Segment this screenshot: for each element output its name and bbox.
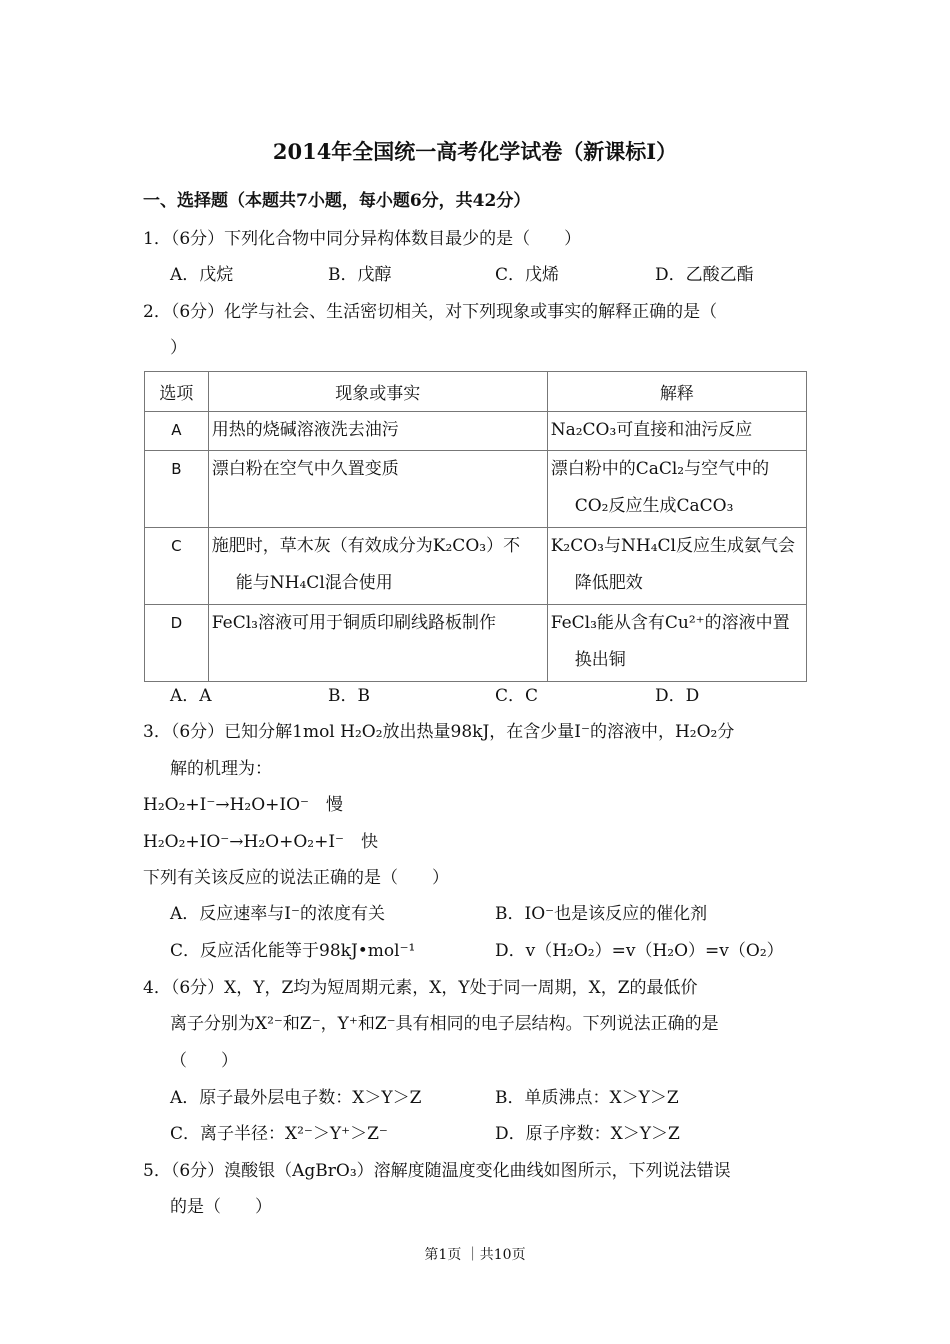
section-heading: 一、选择题（本题共7小题，每小题6分，共42分） bbox=[143, 191, 531, 211]
table-header: 选项 bbox=[145, 372, 209, 412]
row-option: B bbox=[171, 460, 182, 478]
row-fact: 用热的烧碱溶液洗去油污 bbox=[211, 420, 399, 440]
q1-option-c: C．戊烯 bbox=[495, 265, 560, 285]
row-option: D bbox=[170, 614, 183, 632]
row-fact: FeCl₃溶液可用于铜质印刷线路板制作 bbox=[211, 613, 496, 633]
q1-option-d: D．乙酸乙酯 bbox=[655, 265, 754, 285]
q4-option-d: D．原子序数：X＞Y＞Z bbox=[495, 1124, 680, 1144]
q2-option-d: D．D bbox=[655, 686, 700, 706]
q4-stem-line2: 离子分别为X²⁻和Z⁻，Y⁺和Z⁻具有相同的电子层结构。下列说法正确的是 bbox=[170, 1014, 719, 1034]
row-option: A bbox=[171, 421, 182, 439]
q4-stem-line1: 4．（6分）X，Y，Z均为短周期元素，X，Y处于同一周期，X，Z的最低价 bbox=[143, 978, 698, 998]
row-fact-cont: 能与NH₄Cl混合使用 bbox=[235, 573, 393, 593]
row-explanation: K₂CO₃与NH₄Cl反应生成氨气会 bbox=[550, 536, 795, 556]
q4-option-c: C．离子半径：X²⁻＞Y⁺＞Z⁻ bbox=[170, 1124, 388, 1144]
q2-option-b: B．B bbox=[328, 686, 370, 706]
q4-option-b: B．单质沸点：X＞Y＞Z bbox=[495, 1088, 679, 1108]
page-footer: 第1页 ｜共10页 bbox=[424, 1247, 526, 1263]
table-row bbox=[145, 451, 807, 528]
q2-option-c: C．C bbox=[495, 686, 539, 706]
table-header: 解释 bbox=[547, 372, 806, 412]
table-header: 现象或事实 bbox=[208, 372, 547, 412]
row-explanation-cont: 换出铜 bbox=[574, 650, 626, 670]
row-explanation-cont: 降低肥效 bbox=[574, 573, 643, 593]
q1-stem: 1．（6分）下列化合物中同分异构体数目最少的是（ ） bbox=[143, 229, 582, 249]
row-explanation: FeCl₃能从含有Cu²⁺的溶液中置 bbox=[550, 613, 790, 633]
q2-stem-line2: ） bbox=[170, 338, 187, 358]
q1-option-a: A．戊烷 bbox=[170, 265, 234, 285]
q3-stem-line1: 3．（6分）已知分解1mol H₂O₂放出热量98kJ，在含少量I⁻的溶液中，H₂O₂分 bbox=[143, 722, 735, 742]
q3-prompt: 下列有关该反应的说法正确的是（ ） bbox=[143, 868, 449, 888]
row-explanation: Na₂CO₃可直接和油污反应 bbox=[550, 420, 753, 440]
q3-option-b: B．IO⁻也是该反应的催化剂 bbox=[495, 904, 708, 924]
q3-option-a: A．反应速率与I⁻的浓度有关 bbox=[170, 904, 385, 924]
q3-option-d: D．v（H₂O₂）=v（H₂O）=v（O₂） bbox=[495, 941, 784, 961]
q2-table bbox=[144, 371, 807, 682]
row-explanation-cont: CO₂反应生成CaCO₃ bbox=[574, 496, 734, 516]
q5-stem-line1: 5．（6分）溴酸银（AgBrO₃）溶解度随温度变化曲线如图所示，下列说法错误 bbox=[143, 1161, 731, 1181]
table-row bbox=[145, 605, 807, 682]
q3-equation-1: H₂O₂+I⁻→H₂O+IO⁻ 慢 bbox=[143, 795, 344, 815]
q4-option-a: A．原子最外层电子数：X＞Y＞Z bbox=[170, 1088, 422, 1108]
row-option: C bbox=[171, 537, 182, 555]
q3-option-c: C．反应活化能等于98kJ•mol⁻¹ bbox=[170, 941, 416, 961]
q3-stem-line2: 解的机理为： bbox=[170, 759, 272, 779]
table-row bbox=[145, 528, 807, 605]
row-explanation: 漂白粉中的CaCl₂与空气中的 bbox=[550, 459, 770, 479]
q5-stem-line2: 的是（ ） bbox=[170, 1197, 272, 1217]
row-fact: 施肥时，草木灰（有效成分为K₂CO₃）不 bbox=[211, 536, 521, 556]
row-fact: 漂白粉在空气中久置变质 bbox=[211, 459, 399, 479]
page-title: 2014年全国统一高考化学试卷（新课标Ⅰ） bbox=[272, 139, 678, 164]
q3-equation-2: H₂O₂+IO⁻→H₂O+O₂+I⁻ 快 bbox=[143, 832, 379, 852]
q2-stem-line1: 2．（6分）化学与社会、生活密切相关，对下列现象或事实的解释正确的是（ bbox=[143, 302, 718, 322]
q1-option-b: B．戊醇 bbox=[328, 265, 392, 285]
q2-option-a: A．A bbox=[170, 686, 212, 706]
q4-stem-line3: （ ） bbox=[170, 1051, 238, 1071]
